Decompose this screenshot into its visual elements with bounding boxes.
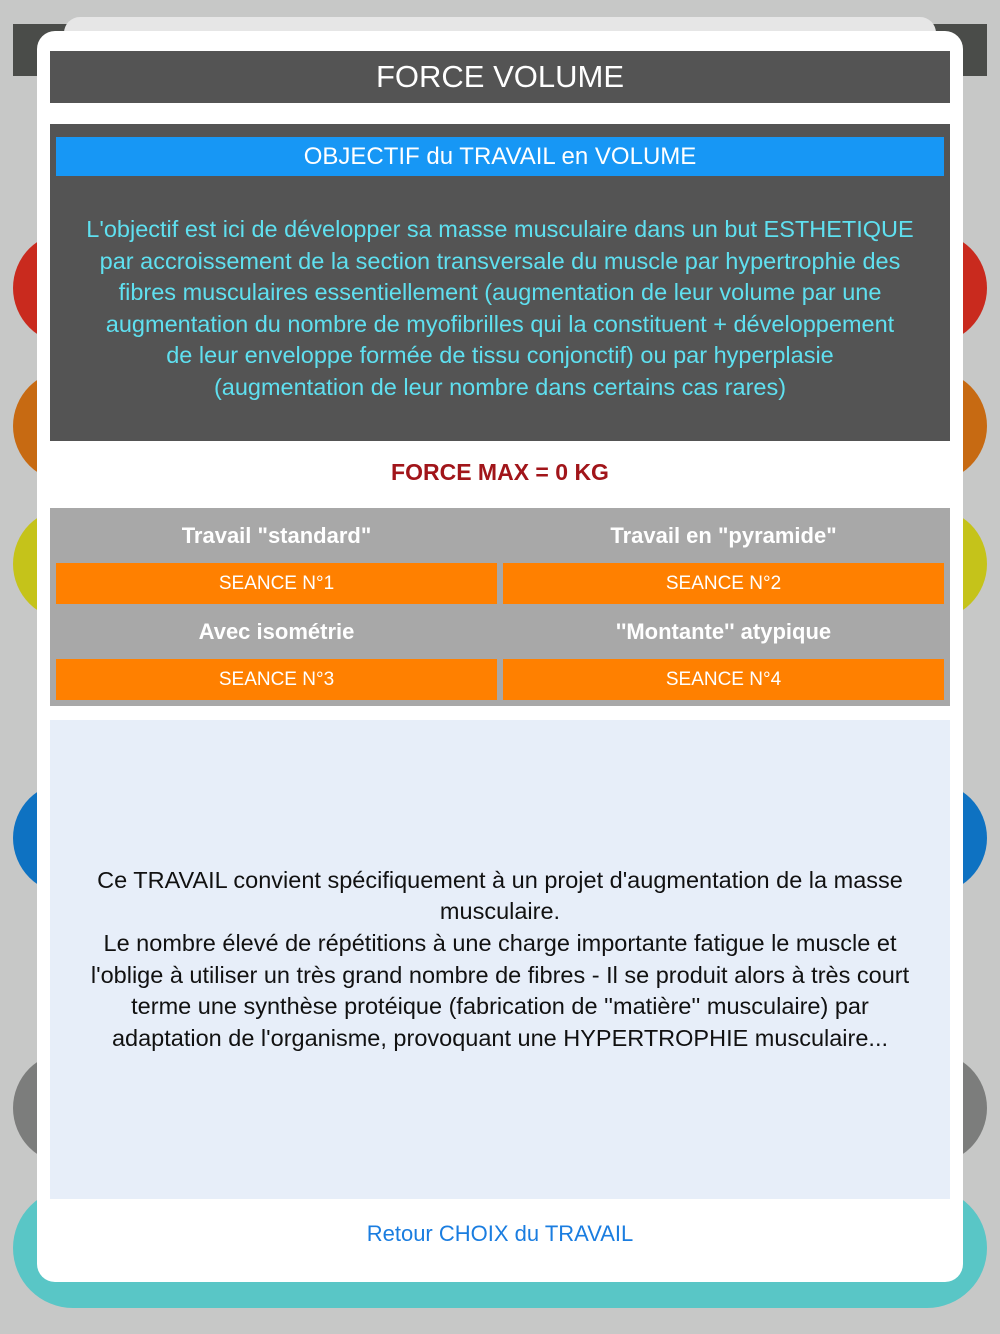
back-to-work-choice-link[interactable]: Retour CHOIX du TRAVAIL [366,1221,634,1246]
session-1-button[interactable]: SEANCE N°1 [56,563,497,604]
description-line: musculaire. [439,898,561,925]
objective-panel [50,124,950,441]
session-3-button[interactable]: SEANCE N°3 [56,659,497,700]
objective-line: augmentation du nombre de myofibrilles qui la constituent + développement [105,310,895,337]
description-line: adaptation de l'organisme, provoquant une HYPERTROPHIE musculaire... [111,1024,889,1051]
modal-title: FORCE VOLUME [50,51,950,103]
session-4-button[interactable]: SEANCE N°4 [503,659,944,700]
description-text [55,865,945,1055]
description-line: terme une synthèse protéique (fabrication de ''matière'' musculaire) par [131,993,869,1020]
objective-line: par accroissement de la section transversale du muscle par hypertrophie des [99,247,901,274]
session-2-button[interactable]: SEANCE N°2 [503,563,944,604]
description-line: Ce TRAVAIL convient spécifiquement à un projet d'augmentation de la masse [97,866,903,893]
objective-header: OBJECTIF du TRAVAIL en VOLUME [56,137,944,176]
description-line: l'oblige à utiliser un très grand nombre de fibres - Il se produit alors à très court [90,961,910,988]
session-1-label: Travail "standard" [181,523,372,548]
objective-line: fibres musculaires essentiellement (augmentation de leur volume par une [118,279,882,306]
force-max-label: FORCE MAX = 0 KG [391,459,609,485]
session-2-label: Travail en "pyramide" [610,523,837,548]
session-3-label: Avec isométrie [198,619,355,644]
objective-line: (augmentation de leur nombre dans certains cas rares) [213,373,787,400]
objective-line: L'objectif est ici de développer sa masse musculaire dans un but ESTHETIQUE [86,216,914,242]
description-panel [50,720,950,1199]
session-4-label: ''Montante'' atypique [615,619,832,644]
description-line: Le nombre élevé de répétitions à une charge importante fatigue le muscle et [103,929,897,956]
objective-line: de leur enveloppe formée de tissu conjonctif) ou par hyperplasie [166,342,834,369]
modal-sheet [37,31,963,1282]
objective-text [56,214,944,404]
sessions-grid [50,508,950,706]
